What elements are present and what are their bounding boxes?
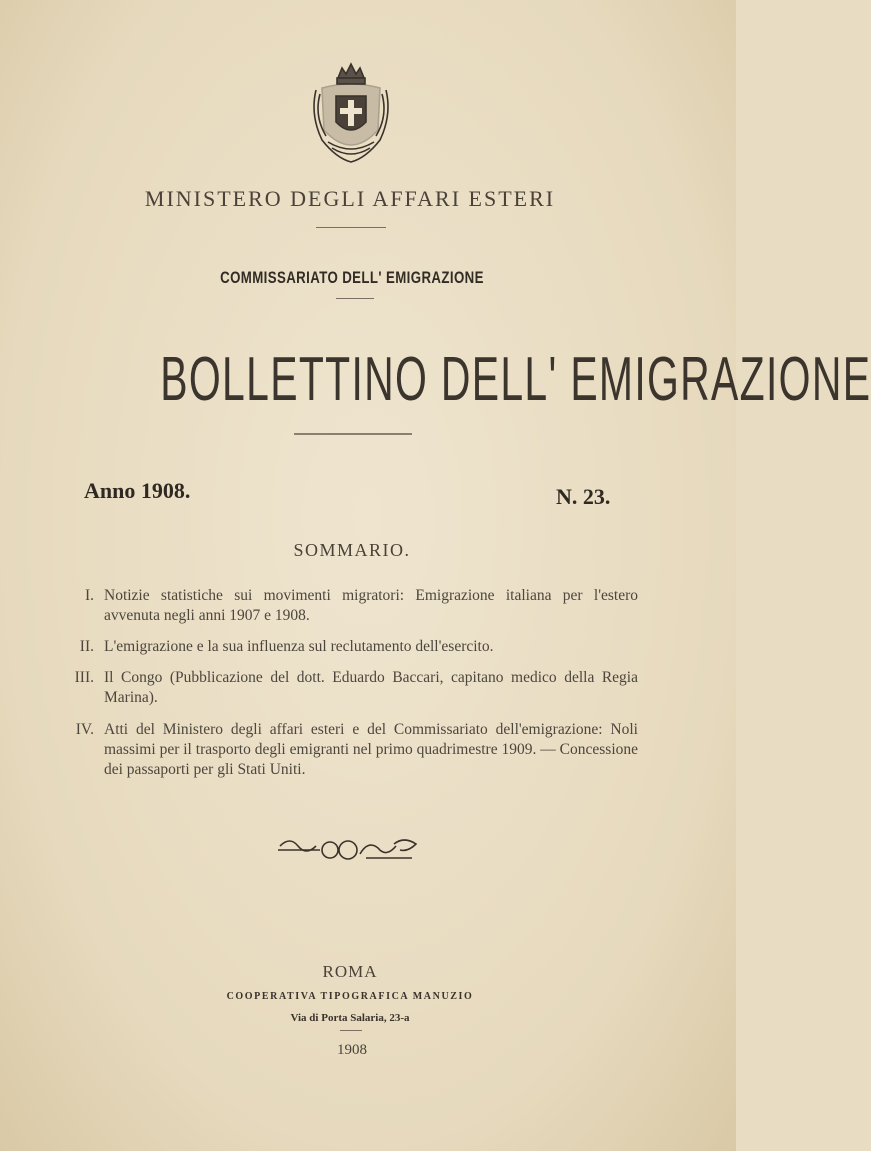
- office-heading: COMMISSARIATO DELL' EMIGRAZIONE: [220, 268, 484, 287]
- imprint-year: 1908: [337, 1042, 367, 1058]
- summary-heading: SOMMARIO.: [293, 540, 411, 560]
- summary-item-text: L'emigrazione e la sua influenza sul reclutamento dell'esercito.: [104, 638, 494, 655]
- imprint-publisher: COOPERATIVA TIPOGRAFICA MANUZIO: [226, 991, 474, 1002]
- summary-item-number: II.: [79, 638, 94, 655]
- summary-item-number: I.: [84, 587, 94, 604]
- summary-item-text: Notizie statistiche sui movimenti migratori: Emigrazione italiana per l'estero avvenuta negli anni 1907 e 1908.: [104, 587, 638, 624]
- issue-number: N. 23.: [556, 484, 611, 509]
- summary-item-number: IV.: [75, 721, 94, 738]
- issue-year: Anno 1908.: [84, 478, 191, 503]
- summary-item: [66, 668, 638, 708]
- summary-item: [66, 586, 638, 626]
- summary-item-text: Il Congo (Pubblicazione del dott. Eduardo Baccari, capitano medico della Regia Marina).: [104, 669, 638, 706]
- coat-of-arms-icon: [308, 60, 394, 166]
- page-title: BOLLETTINO DELL' EMIGRAZIONE: [160, 345, 871, 414]
- summary-item-text: Atti del Ministero degli affari esteri e del Commissariato dell'emigrazione: Noli massimi per il trasporto degli emigranti nel primo quadrimestre 1909. — Concessione dei passaporti per gli Stati Uniti.: [104, 721, 638, 778]
- divider: [336, 298, 374, 299]
- imprint-city: ROMA: [322, 962, 378, 981]
- divider: [316, 227, 386, 228]
- imprint-address: Via di Porta Salaria, 23-a: [290, 1012, 410, 1024]
- divider: [340, 1030, 362, 1031]
- ministry-heading: MINISTERO DEGLI AFFARI ESTERI: [144, 186, 556, 211]
- summary-item-number: III.: [74, 669, 94, 686]
- divider: [294, 433, 412, 435]
- summary-item: [66, 720, 638, 780]
- ornament-flourish-icon: [276, 832, 422, 866]
- summary-item: [66, 637, 638, 657]
